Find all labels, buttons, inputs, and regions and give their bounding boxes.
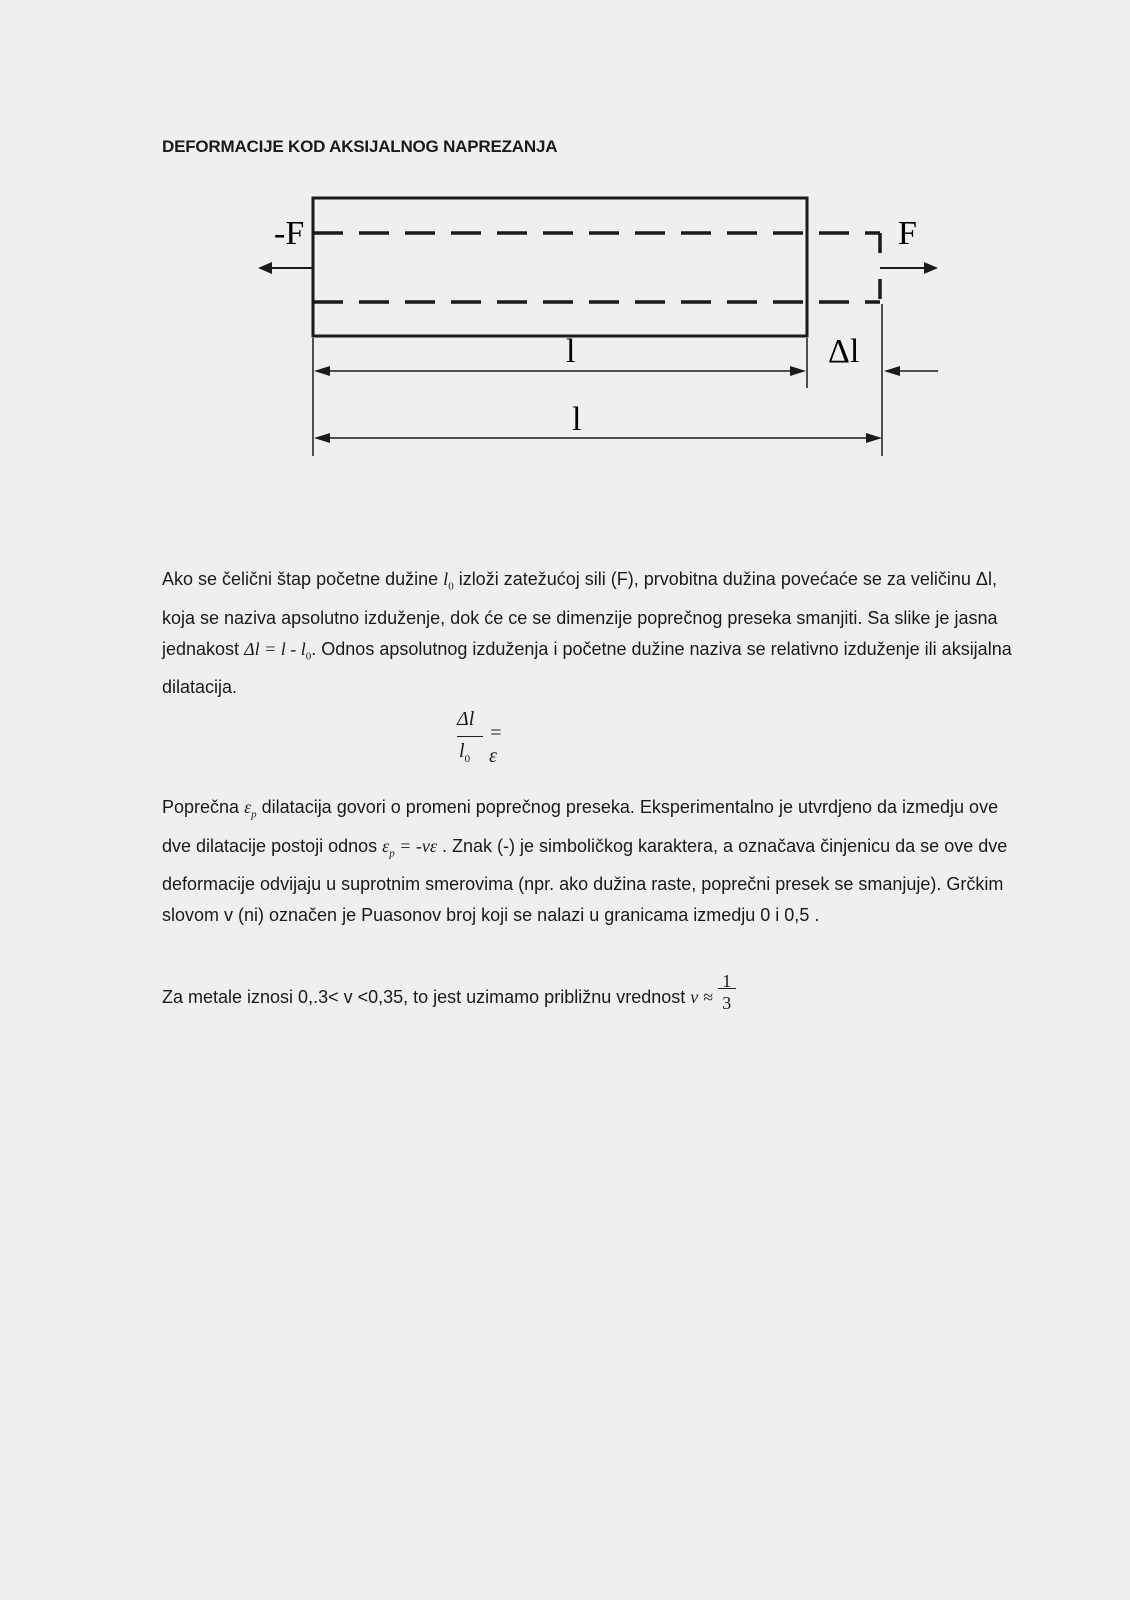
fraction-one-third: 1 3	[718, 988, 738, 1008]
page-title: DEFORMACIJE KOD AKSIJALNOG NAPREZANJA	[162, 137, 558, 156]
axial-deformation-diagram	[0, 0, 1130, 480]
label-delta-l: Δl	[828, 333, 860, 370]
equation-delta-l: $\Delta l = l - l_0$	[244, 638, 312, 663]
right-arrow-head	[924, 262, 938, 274]
equation-eps-p: $\varepsilon_p = -\nu\varepsilon$	[382, 835, 437, 860]
force-right-label: F	[898, 215, 917, 252]
paragraph-metals: Za metale iznosi 0,.3< v <0,35, to jest uzimamo približnu vrednost ν ≈ 1 3	[162, 982, 1022, 1013]
approx-sign: ≈	[703, 987, 714, 1007]
symbol-l0: $l_0$	[443, 569, 454, 593]
left-arrow-head	[258, 262, 272, 274]
symbol-nu: ν	[690, 987, 699, 1007]
bar-outline	[313, 198, 807, 336]
label-l1: l	[572, 401, 582, 438]
label-l: l	[566, 333, 576, 370]
symbol-eps-p: $\varepsilon_p$	[244, 797, 257, 821]
force-left-label: -F	[274, 215, 305, 252]
paragraph-poisson: Poprečna $\varepsilon_p$ dilatacija govori o promeni poprečnog preseka. Eksperimentalno je utvrdjeno da izmedju ove dve dilatacije postoji odnos $\varepsilon_p = -\nu\varepsilon$ . Znak (-) je simboličkog karaktera, a označava činjenicu da se ove dve deformacije odvijaju u suprotnim smerovima (npr. ako dužina raste, poprečni presek se smanjuje). Grčkim slovom v (ni) označen je Puasonov broj koji se nalazi u granicama izmedju 0 i 0,5 .	[162, 797, 1008, 926]
paragraph-intro: Ako se čelični štap početne dužine $l_0$ izloži zatežućoj sili (F), prvobitna dužina povećaće se za veličinu Δl, koja se naziva apsolutno izduženje, dok će ce se dimenzije poprečnog preseka smanjiti. Sa slike je jasna jednakost $\Delta l = l - l_0$. Odnos apsolutnog izduženja i početne dužine naziva se relativno izduženje ili aksijalna dilatacija.	[162, 569, 1012, 698]
